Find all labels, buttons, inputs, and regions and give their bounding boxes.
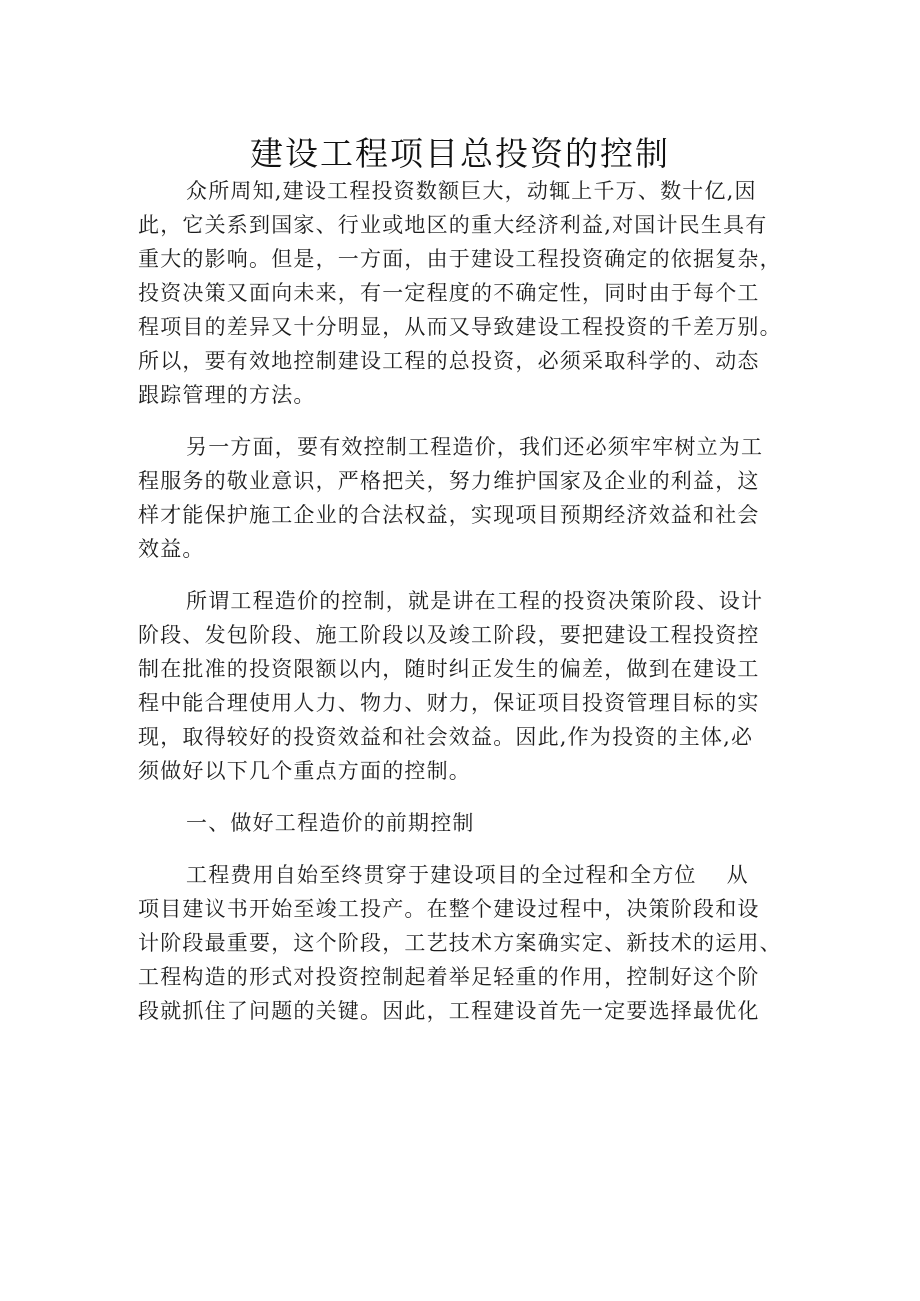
section-heading: [138, 806, 788, 840]
document-body: [138, 174, 788, 1046]
text-line: 项目建议书开始至竣工投产。在整个建设过程中，决策阶段和设: [138, 897, 760, 921]
text-line: 程项目的差异又十分明显，从而又导致建设工程投资的千差万别。: [138, 315, 782, 339]
text-line: 阶段、发包阶段、施工阶段以及竣工阶段，要把建设工程投资控: [138, 623, 760, 647]
paragraph-4: [138, 858, 788, 1028]
text-line: 制在批准的投资限额以内，随时纠正发生的偏差，做到在建设工: [138, 657, 760, 681]
text-line: 计阶段最重要，这个阶段，工艺技术方案确实定、新技术的运用、: [138, 931, 782, 955]
text-line: 现，取得较好的投资效益和社会效益。因此,作为投资的主体,必: [138, 725, 754, 749]
paragraph-3: [138, 584, 788, 788]
text-line: 程中能合理使用人力、物力、财力，保证项目投资管理目标的实: [138, 691, 760, 715]
text-line: 须做好以下几个重点方面的控制。: [138, 759, 471, 783]
section-heading-text: 一、做好工程造价的前期控制: [186, 811, 475, 835]
text-line: 效益。: [138, 537, 205, 561]
text-line: 样才能保护施工企业的合法权益，实现项目预期经济效益和社会: [138, 503, 760, 527]
paragraph-1: [138, 174, 788, 412]
paragraph-2: [138, 430, 788, 566]
text-line: 投资决策又面向未来，有一定程度的不确定性，同时由于每个工: [138, 281, 760, 305]
text-line: 所以，要有效地控制建设工程的总投资，必须采取科学的、动态: [138, 349, 760, 373]
text-line: 此，它关系到国家、行业或地区的重大经济利益,对国计民生具有: [138, 213, 768, 237]
document-title: 建设工程项目总投资的控制: [250, 134, 670, 173]
text-line: 程服务的敬业意识，严格把关，努力维护国家及企业的利益，这: [138, 469, 760, 493]
text-line: 跟踪管理的方法。: [138, 383, 316, 407]
text-line: 工程费用自始至终贯穿于建设项目的全过程和全方位 从: [186, 863, 749, 887]
text-line: 另一方面，要有效控制工程造价，我们还必须牢牢树立为工: [186, 435, 764, 459]
text-line: 工程构造的形式对投资控制起着举足轻重的作用，控制好这个阶: [138, 965, 760, 989]
text-line: 所谓工程造价的控制，就是讲在工程的投资决策阶段、设计: [186, 589, 764, 613]
text-line: 段就抓住了问题的关键。因此，工程建设首先一定要选择最优化: [138, 999, 760, 1023]
text-line: 众所周知,建设工程投资数额巨大，动辄上千万、数十亿,因: [186, 179, 757, 203]
text-line: 重大的影响。但是，一方面，由于建设工程投资确定的依据复杂，: [138, 247, 782, 271]
